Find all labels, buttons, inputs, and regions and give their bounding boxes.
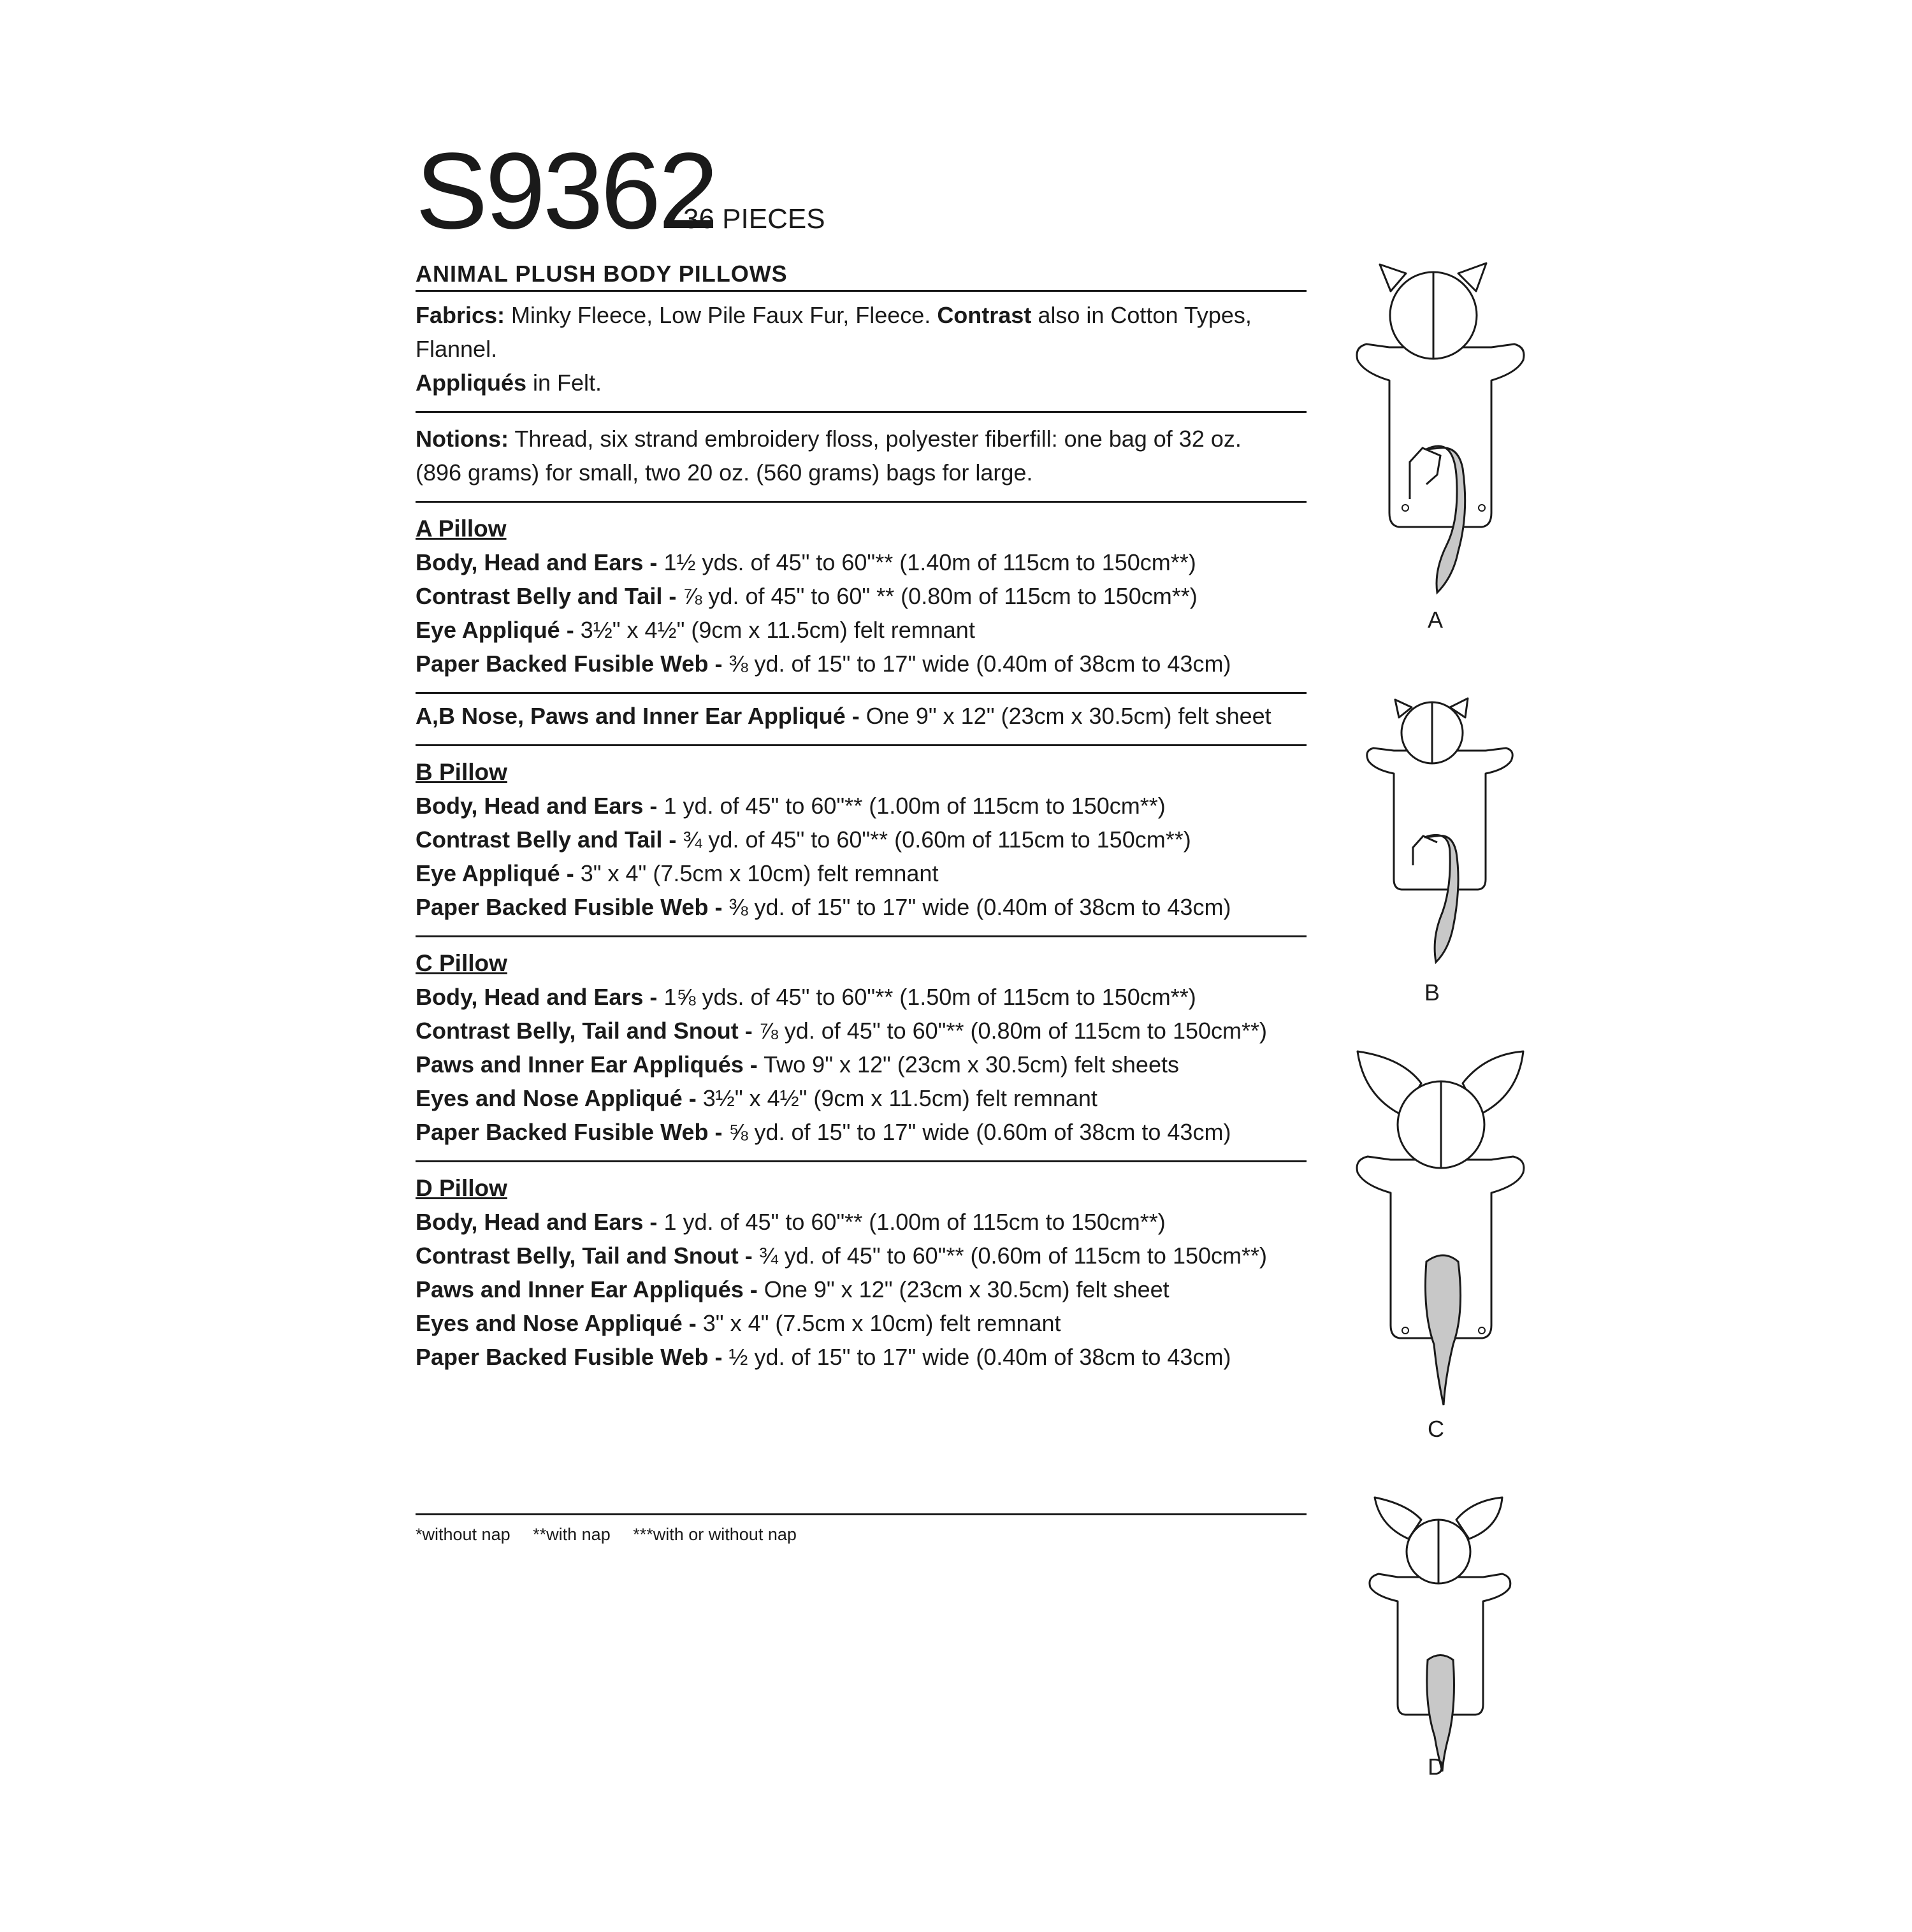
section-c <box>416 937 1307 1162</box>
requirement-row: Eye Appliqué - 3" x 4" (7.5cm x 10cm) felt remnant <box>416 860 939 886</box>
requirement-row: Paws and Inner Ear Appliqués - Two 9" x 12" (23cm x 30.5cm) felt sheets <box>416 1051 1179 1078</box>
pieces-count: 36 PIECES <box>683 203 825 234</box>
view-label-b: B <box>1424 979 1440 1006</box>
contrast-label: Contrast <box>937 302 1032 328</box>
view-d-illustration <box>1361 1494 1520 1780</box>
requirement-row: Contrast Belly, Tail and Snout - ⅞ yd. of 45" to 60"** (0.80m of 115cm to 150cm**) <box>416 1018 1268 1044</box>
requirement-row: Body, Head and Ears - 1½ yds. of 45" to 60"** (1.40m of 115cm to 150cm**) <box>416 549 1196 575</box>
fox-pillow-c-icon <box>1351 1045 1530 1408</box>
cat-pillow-b-icon <box>1361 695 1520 975</box>
view-c-illustration <box>1351 1045 1530 1442</box>
fabrics-text <box>416 292 1307 411</box>
contrast-list: also in Cotton Types, Flannel. <box>416 302 1252 362</box>
view-label-d: D <box>1428 1754 1444 1780</box>
section-title: D Pillow <box>416 1175 507 1201</box>
section-title: C Pillow <box>416 950 507 976</box>
fabrics-label: Fabrics: <box>416 302 505 328</box>
requirement-row: Eyes and Nose Appliqué - 3½" x 4½" (9cm x 11.5cm) felt remnant <box>416 1085 1097 1111</box>
pattern-number: S9362 <box>416 131 716 252</box>
footnote-with-nap: **with nap <box>533 1525 611 1544</box>
section-title: A Pillow <box>416 515 507 542</box>
requirement-row: Paper Backed Fusible Web - ⅜ yd. of 15" to 17" wide (0.40m of 38cm to 43cm) <box>416 894 1231 920</box>
footnotes <box>416 1513 1307 1547</box>
requirement-row: Body, Head and Ears - 1 yd. of 45" to 60"** (1.00m of 115cm to 150cm**) <box>416 793 1166 819</box>
view-a-illustration <box>1351 245 1530 633</box>
notions-text <box>416 413 1307 501</box>
appliques-list: in Felt. <box>526 370 602 396</box>
requirement-row: Contrast Belly, Tail and Snout - ¾ yd. of 45" to 60"** (0.60m of 115cm to 150cm**) <box>416 1243 1268 1269</box>
section-d <box>416 1162 1307 1385</box>
shared-applique-block <box>416 694 1307 746</box>
requirement-row: Body, Head and Ears - 1⅝ yds. of 45" to 60"** (1.50m of 115cm to 150cm**) <box>416 984 1196 1010</box>
pattern-title: ANIMAL PLUSH BODY PILLOWS <box>416 258 1307 292</box>
requirement-row: A,B Nose, Paws and Inner Ear Appliqué - One 9" x 12" (23cm x 30.5cm) felt sheet <box>416 703 1271 729</box>
requirement-row: Paws and Inner Ear Appliqués - One 9" x 12" (23cm x 30.5cm) felt sheet <box>416 1276 1170 1302</box>
requirement-row: Body, Head and Ears - 1 yd. of 45" to 60"** (1.00m of 115cm to 150cm**) <box>416 1209 1166 1235</box>
notions-list: Thread, six strand embroidery floss, polyester fiberfill: one bag of 32 oz. (896 grams) for small, two 20 oz. (560 grams) bags for large. <box>416 426 1242 486</box>
section-a <box>416 503 1307 694</box>
footnote-with-or-without-nap: ***with or without nap <box>633 1525 797 1544</box>
view-label-c: C <box>1428 1416 1444 1442</box>
requirement-row: Paper Backed Fusible Web - ½ yd. of 15" to 17" wide (0.40m of 38cm to 43cm) <box>416 1344 1231 1370</box>
notions-block <box>416 413 1307 503</box>
fox-pillow-d-icon <box>1361 1494 1520 1775</box>
requirement-row: Paper Backed Fusible Web - ⅜ yd. of 15" to 17" wide (0.40m of 38cm to 43cm) <box>416 651 1231 677</box>
fabrics-list: Minky Fleece, Low Pile Faux Fur, Fleece. <box>505 302 938 328</box>
requirement-row: Contrast Belly and Tail - ⅞ yd. of 45" to 60" ** (0.80m of 115cm to 150cm**) <box>416 583 1198 609</box>
cat-pillow-a-icon <box>1351 245 1530 602</box>
fabrics-block <box>416 292 1307 413</box>
footnote-without-nap: *without nap <box>416 1525 511 1544</box>
section-b <box>416 746 1307 937</box>
requirement-row: Contrast Belly and Tail - ¾ yd. of 45" to 60"** (0.60m of 115cm to 150cm**) <box>416 826 1191 853</box>
section-title: B Pillow <box>416 759 507 785</box>
requirement-row: Eyes and Nose Appliqué - 3" x 4" (7.5cm x 10cm) felt remnant <box>416 1310 1061 1336</box>
view-label-a: A <box>1428 607 1444 633</box>
requirement-row: Eye Appliqué - 3½" x 4½" (9cm x 11.5cm) felt remnant <box>416 617 975 643</box>
requirements-panel <box>416 258 1307 1385</box>
notions-label: Notions: <box>416 426 509 452</box>
appliques-label: Appliqués <box>416 370 527 396</box>
view-b-illustration <box>1361 695 1520 1006</box>
requirement-row: Paper Backed Fusible Web - ⅝ yd. of 15" to 17" wide (0.60m of 38cm to 43cm) <box>416 1119 1231 1145</box>
